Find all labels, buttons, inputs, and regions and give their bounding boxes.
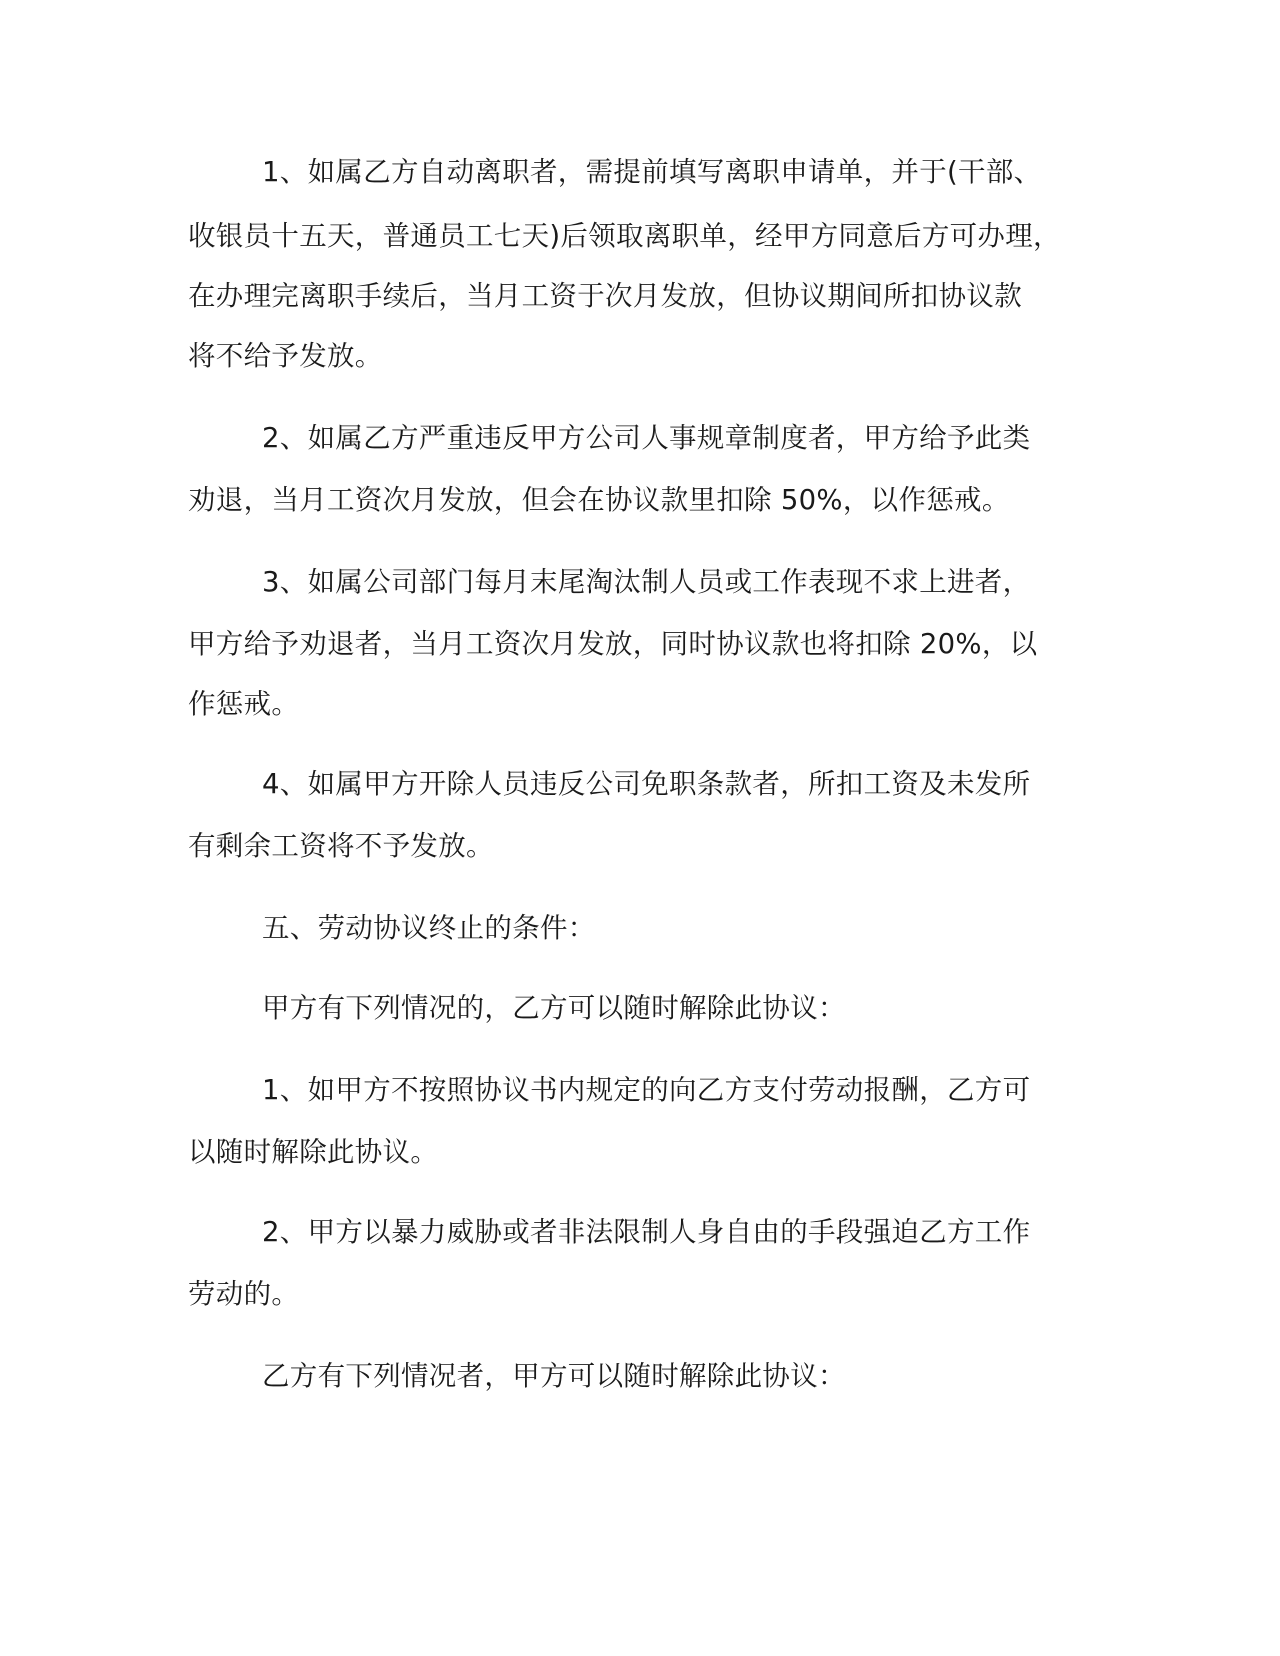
clause-3-line-3: 作惩戒。 — [188, 688, 300, 720]
clause-1-line-1: 1、如属乙方自动离职者，需提前填写离职申请单，并于(干部、 — [262, 156, 1042, 188]
clause-4-line-1: 4、如属甲方开除人员违反公司免职条款者，所扣工资及未发所 — [262, 768, 1031, 800]
clause-3-line-2: 甲方给予劝退者，当月工资次月发放，同时协议款也将扣除 20%，以 — [188, 628, 1038, 660]
clause-2-line-2: 劝退，当月工资次月发放，但会在协议款里扣除 50%，以作惩戒。 — [188, 484, 1010, 516]
clause-3-line-1: 3、如属公司部门每月末尾淘汰制人员或工作表现不求上进者， — [262, 566, 1031, 598]
termination-1-line-2: 以随时解除此协议。 — [188, 1136, 439, 1168]
clause-4-line-2: 有剩余工资将不予发放。 — [188, 830, 494, 862]
clause-1-line-2: 收银员十五天，普通员工七天)后领取离职单，经甲方同意后方可办理， — [188, 220, 1061, 252]
termination-2-line-1: 2、甲方以暴力威胁或者非法限制人身自由的手段强迫乙方工作 — [262, 1216, 1031, 1248]
party-b-conditions-intro: 乙方有下列情况者，甲方可以随时解除此协议： — [262, 1360, 846, 1392]
termination-2-line-2: 劳动的。 — [188, 1278, 300, 1310]
clause-2-line-1: 2、如属乙方严重违反甲方公司人事规章制度者，甲方给予此类 — [262, 422, 1031, 454]
section-5-heading: 五、劳动协议终止的条件： — [262, 912, 596, 944]
clause-1-line-3: 在办理完离职手续后，当月工资于次月发放，但协议期间所扣协议款 — [188, 280, 1022, 312]
party-a-conditions-intro: 甲方有下列情况的，乙方可以随时解除此协议： — [262, 992, 846, 1024]
clause-1-line-4: 将不给予发放。 — [188, 340, 383, 372]
termination-1-line-1: 1、如甲方不按照协议书内规定的向乙方支付劳动报酬，乙方可 — [262, 1074, 1031, 1106]
